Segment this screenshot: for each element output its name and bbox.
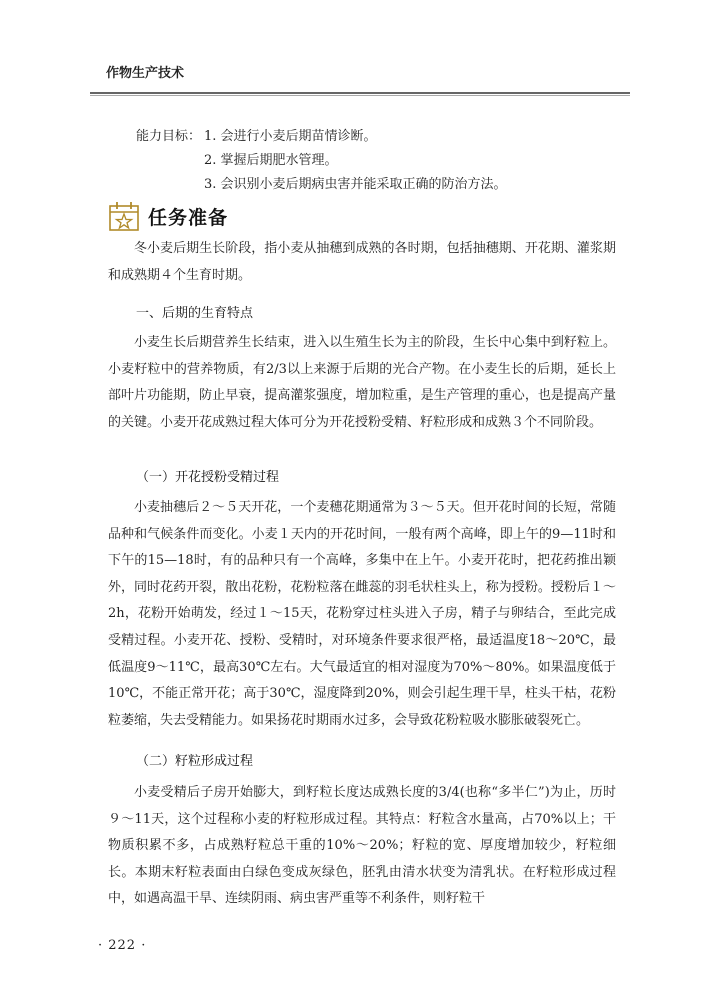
- subsection-paragraph: 小麦抽穗后２～５天开花，一个麦穗花期通常为３～５天。但开花时间的长短，常随品种和气候条件而变化。小麦１天内的开花时间，一般有两个高峰，即上午的9—11时和下午的15—18时，有的品种只有一个高峰，多集中在上午。小麦开花时，把花药推出颖外，同时花药开裂，散出花粉，花粉粒落在雌蕊的羽毛状柱头上，称为授粉。授粉后１～2h，花粉开始萌发，经过１～15天，花粉穿过柱头进入子房，精子与卵结合，至此完成受精过程。小麦开花、授粉、受精时，对环境条件要求很严格，最适温度18～20℃，最低温度9～11℃，最高30℃左右。大气最适宜的相对湿度为70%～80%。如果温度低于10℃，不能正常开花；高于30℃，湿度降到20%，则会引起生理干旱，柱头干枯，花粉粒萎缩，失去受精能力。如果扬花时期雨水过多，会导致花粉粒吸水膨胀破裂死亡。: [108, 500, 616, 728]
- calendar-star-icon: [108, 200, 142, 232]
- page-number: · 222 ·: [98, 938, 147, 953]
- goals-label: 能力目标：: [136, 129, 202, 144]
- subsection-heading: （二）籽粒形成过程: [136, 754, 254, 769]
- task-heading: [108, 200, 228, 232]
- task-title: 任务准备: [148, 206, 229, 229]
- goal-item: 3. 会识别小麦后期病虫害并能采取正确的防治方法。: [204, 177, 507, 192]
- goal-item: 2. 掌握后期肥水管理。: [204, 153, 338, 168]
- section-paragraph: 小麦生长后期营养生长结束，进入以生殖生长为主的阶段，生长中心集中到籽粒上。小麦籽粒中的营养物质，有2/3以上来源于后期的光合产物。在小麦生长的后期，延长上部叶片功能期，防止早衰，提高灌浆强度，增加粒重，是生产管理的重心，也是提高产量的关键。小麦开花成熟过程大体可分为开花授粉受精、籽粒形成和成熟３个不同阶段。: [108, 335, 616, 430]
- ability-goals: [136, 125, 507, 197]
- subsection-paragraph: 小麦受精后子房开始膨大，到籽粒长度达成熟长度的3/4(也称“多半仁”)为止，历时９～11天，这个过程称小麦的籽粒形成过程。其特点：籽粒含水量高，占70%以上；干物质积累不多，占成熟籽粒总干重的10%～20%；籽粒的宽、厚度增加较少，籽粒细长。本期末籽粒表面由白绿色变成灰绿色，胚乳由清水状变为清乳状。在籽粒形成过程中，如遇高温干旱、连续阴雨、病虫害严重等不利条件，则籽粒干: [108, 785, 616, 907]
- task-intro: 冬小麦后期生长阶段，指小麦从抽穗到成熟的各时期，包括抽穗期、开花期、灌浆期和成熟期４个生育时期。: [108, 241, 616, 283]
- section-heading: 一、后期的生育特点: [136, 306, 254, 321]
- goal-item: 1. 会进行小麦后期苗情诊断。: [204, 129, 377, 144]
- header-rule-thin: [90, 95, 630, 96]
- subsection-heading: （一）开花授粉受精过程: [136, 470, 280, 485]
- header-rule: [90, 92, 630, 94]
- header-title: 作物生产技术: [106, 66, 185, 81]
